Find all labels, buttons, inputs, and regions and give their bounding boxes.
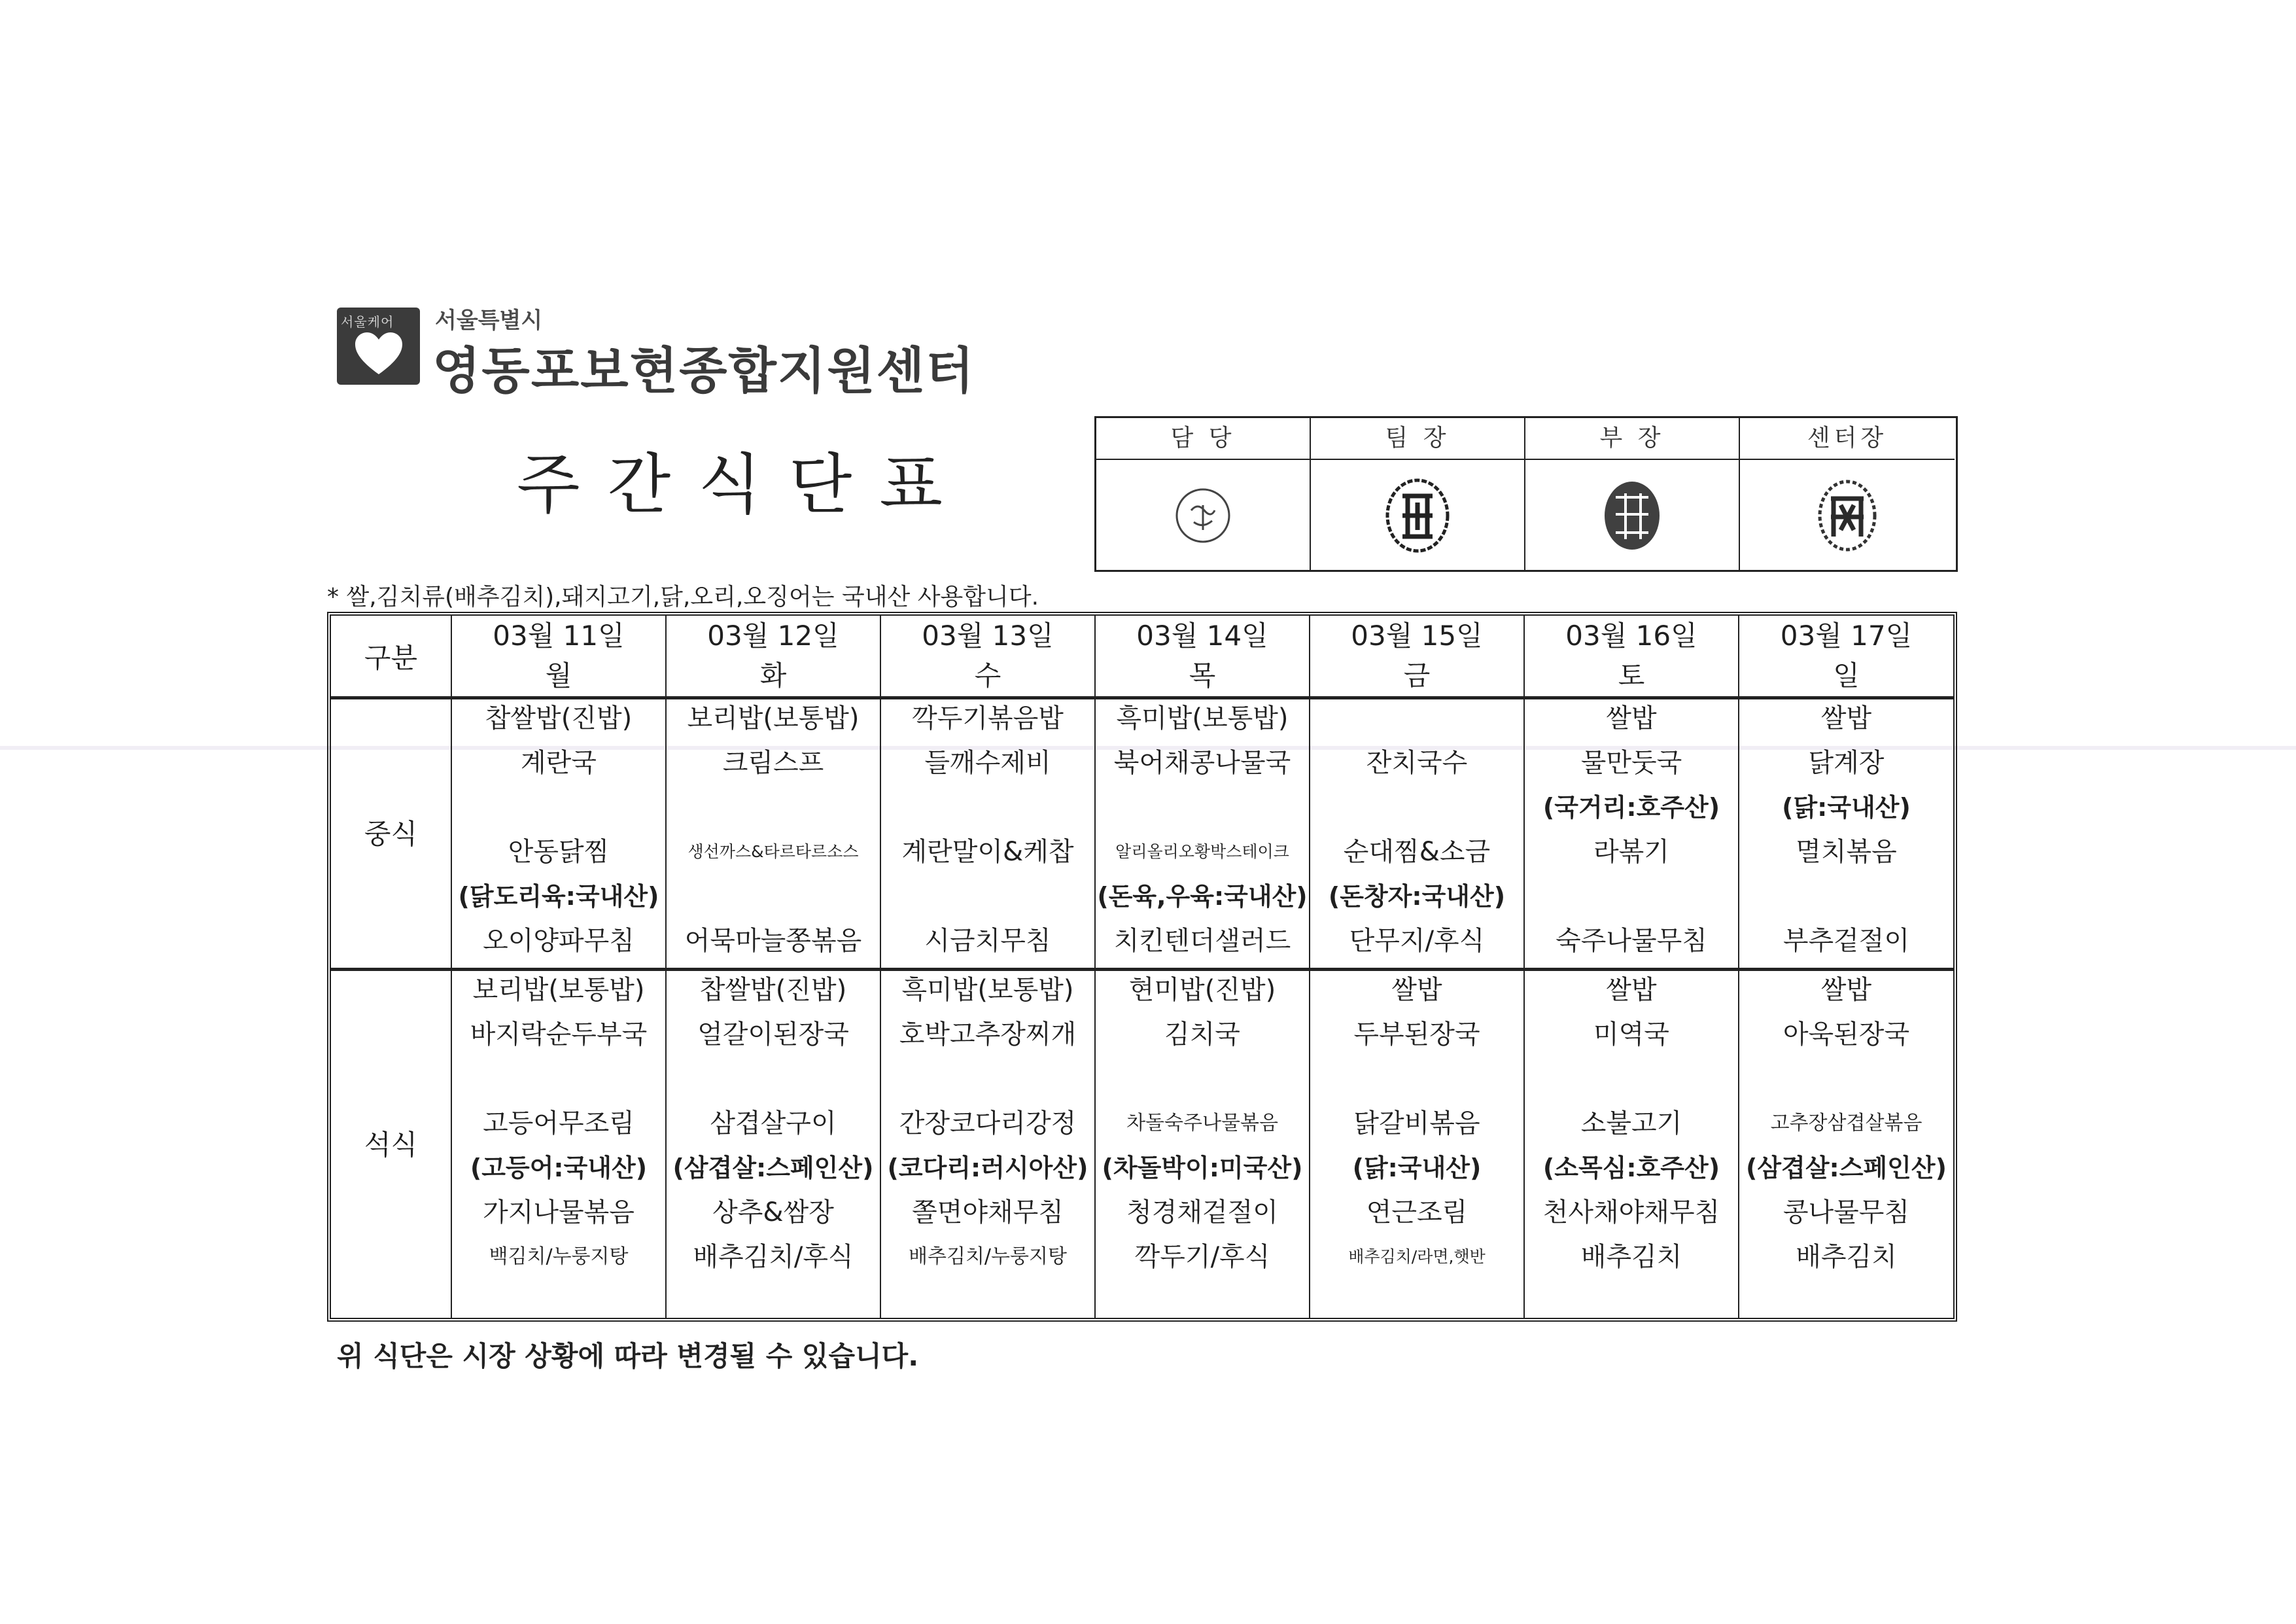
menu-item [452,963,665,968]
day-header [1525,616,1739,696]
menu-item [881,963,1094,968]
menu-cell [1525,968,1739,1318]
day-header [881,616,1096,696]
meal-label-lunch: 중식 [364,817,418,850]
menu-item: 물만둣국 [1580,748,1682,778]
menu-item: 치킨텐더샐러드 [1113,926,1291,956]
header-category-label: 구분 [364,641,418,674]
day-header [1310,616,1525,696]
day-date: 03월 12일 [707,620,839,652]
menu-item [667,1057,880,1101]
page-title: 주간식단표 [517,446,970,523]
day-date: 03월 14일 [1136,620,1268,652]
menu-item: 계란국 [521,748,597,778]
menu-cell [881,696,1096,968]
menu-item: 계란말이&케찹 [901,837,1074,867]
menu-origin: (닭:국내산) [1782,793,1911,822]
menu-origin: (돈창자:국내산) [1328,882,1506,911]
day-date: 03월 15일 [1351,620,1483,652]
menu-item: 부추겉절이 [1783,926,1910,956]
menu-item: 깍두기볶음밥 [912,703,1064,733]
menu-origin: (닭도리육:국내산) [458,882,659,911]
menu-item: 쌀밥 [1391,975,1442,1005]
menu-item: 백김치/누룽지탕 [489,1245,629,1268]
dinner-row [331,968,1953,1318]
menu-item [1310,696,1523,741]
menu-cell [452,696,667,968]
menu-item: 알리올리오황박스테이크 [1115,842,1289,861]
menu-item [1310,1057,1523,1101]
day-date: 03월 16일 [1565,620,1697,652]
menu-item: 멸치볶음 [1796,837,1897,867]
menu-item: 찹쌀밥(진밥) [485,703,633,733]
approval-label: 담 당 [1096,418,1310,460]
menu-item: 차돌숙주나물볶음 [1126,1112,1278,1135]
day-of-week: 토 [1618,660,1645,692]
menu-origin: (소목심:호주산) [1542,1154,1720,1182]
menu-origin: (닭:국내산) [1352,1154,1482,1182]
approval-col-staff [1096,418,1311,570]
menu-item: 오이양파무침 [483,926,635,956]
menu-item: 숙주나물무침 [1556,926,1707,956]
menu-cell [1739,696,1953,968]
menu-cell [881,968,1096,1318]
lunch-row [331,696,1953,971]
menu-item: 간장코다리강정 [899,1108,1077,1139]
menu-origin: (차돌박이:미국산) [1102,1154,1303,1182]
menu-item [1739,874,1953,919]
menu-origin: (국거리:호주산) [1542,793,1720,822]
day-header [667,616,881,696]
approval-label: 센터장 [1740,418,1955,460]
logo-mark [337,308,420,385]
day-of-week: 목 [1189,660,1216,692]
center-logo [337,302,975,400]
menu-item: 얼갈이된장국 [697,1019,849,1050]
menu-item [1525,1057,1738,1101]
ingredient-origin-note: * 쌀,김치류(배추김치),돼지고기,닭,오리,오징어는 국내산 사용합니다. [327,584,1039,610]
menu-item [881,785,1094,830]
menu-item: 흑미밥(보통밥) [901,975,1074,1005]
seal-icon [1172,484,1234,547]
menu-item: 청경채겉절이 [1126,1197,1278,1227]
menu-item [452,1057,665,1101]
seal-icon [1811,476,1883,555]
menu-item [881,1057,1094,1101]
approval-box [1094,416,1958,572]
header-category-cell [331,616,452,696]
day-of-week: 일 [1833,660,1860,692]
menu-item: 쌀밥 [1820,975,1872,1005]
approval-col-center-head [1740,418,1955,570]
menu-item: 쌀밥 [1820,703,1872,733]
menu-item [1310,963,1523,968]
menu-item: 배추김치 [1796,1242,1897,1272]
table-header-row [331,616,1953,699]
menu-item: 들깨수제비 [924,748,1051,778]
menu-item: 배추김치/후식 [693,1242,854,1272]
menu-item [452,785,665,830]
menu-origin: (돈육,우육:국내산) [1097,882,1308,911]
menu-item: 순대찜&소금 [1343,837,1491,867]
menu-change-notice: 위 식단은 시장 상황에 따라 변경될 수 있습니다. [337,1340,919,1372]
day-header [452,616,667,696]
seal-icon [1596,476,1668,555]
approval-label: 부 장 [1525,418,1739,460]
menu-item: 소불고기 [1580,1108,1682,1139]
menu-cell [667,968,881,1318]
seal-icon [1382,476,1453,555]
menu-item: 시금치무침 [924,926,1051,956]
menu-cell [1096,968,1310,1318]
menu-item [1739,963,1953,968]
menu-item: 가지나물볶음 [483,1197,635,1227]
menu-item [667,874,880,919]
menu-cell [1739,968,1953,1318]
approval-col-director [1525,418,1740,570]
menu-item: 천사채야채무침 [1542,1197,1720,1227]
menu-origin: (삼겹살:스페인산) [1746,1154,1947,1182]
menu-item: 찹쌀밥(진밥) [699,975,847,1005]
menu-item: 호박고추장찌개 [899,1019,1077,1050]
day-header [1739,616,1953,696]
menu-item: 쫄면야채무침 [912,1197,1064,1227]
menu-cell [1096,696,1310,968]
menu-item [1525,963,1738,968]
approval-label: 팀 장 [1311,418,1524,460]
logo-city-text: 서울특별시 [435,308,543,334]
menu-origin: (코다리:러시아산) [887,1154,1088,1182]
menu-item: 보리밥(보통밥) [472,975,645,1005]
menu-item [667,785,880,830]
menu-item: 닭계장 [1808,748,1885,778]
menu-item: 깍두기/후식 [1134,1242,1270,1272]
menu-cell [1310,696,1525,968]
day-of-week: 월 [545,660,572,692]
menu-item: 보리밥(보통밥) [687,703,860,733]
menu-item [1525,874,1738,919]
day-of-week: 금 [1403,660,1431,692]
menu-origin: (삼겹살:스페인산) [672,1154,874,1182]
menu-item: 북어채콩나물국 [1113,748,1291,778]
menu-item: 단무지/후식 [1349,926,1485,956]
menu-item: 현미밥(진밥) [1128,975,1276,1005]
meal-label-cell [331,696,452,968]
menu-item [1096,785,1309,830]
menu-cell [667,696,881,968]
menu-item: 라볶기 [1593,837,1669,867]
meal-label-cell [331,968,452,1318]
menu-cell [452,968,667,1318]
menu-item: 배추김치/라면,햇반 [1348,1247,1486,1266]
menu-item: 쌀밥 [1606,703,1657,733]
menu-cell [1525,696,1739,968]
menu-item: 고추장삼겹살볶음 [1770,1112,1922,1135]
menu-item [881,874,1094,919]
menu-item: 콩나물무침 [1783,1197,1910,1227]
day-of-week: 화 [759,660,787,692]
approval-col-team-leader [1311,418,1525,570]
day-date: 03월 11일 [493,620,625,652]
menu-item: 배추김치/누룽지탕 [909,1245,1067,1268]
menu-item: 아욱된장국 [1783,1019,1910,1050]
weekly-menu-table [327,612,1957,1322]
menu-item: 상추&쌈장 [712,1197,834,1227]
menu-item [1096,1057,1309,1101]
day-date: 03월 13일 [922,620,1054,652]
day-date: 03월 17일 [1780,620,1913,652]
menu-item: 생선까스&타르타르소스 [687,842,859,861]
logo-badge-text: 서울케어 [341,314,394,330]
menu-item: 연근조림 [1366,1197,1468,1227]
menu-item: 김치국 [1164,1019,1240,1050]
menu-item [1310,785,1523,830]
menu-item: 고등어무조림 [483,1108,635,1139]
day-of-week: 수 [974,660,1001,692]
menu-item: 흑미밥(보통밥) [1116,703,1289,733]
menu-item [1096,963,1309,968]
meal-label-dinner: 석식 [364,1128,418,1161]
menu-item [1739,1057,1953,1101]
menu-item: 삼겹살구이 [710,1108,837,1139]
menu-item: 배추김치 [1580,1242,1682,1272]
menu-item: 바지락순두부국 [470,1019,648,1050]
menu-cell [1310,968,1525,1318]
menu-item: 닭갈비볶음 [1353,1108,1480,1139]
logo-center-name: 영동포보현종합지원센터 [432,342,975,400]
menu-item: 잔치국수 [1366,748,1468,778]
heart-icon [354,331,404,377]
day-header [1096,616,1310,696]
menu-item: 두부된장국 [1353,1019,1480,1050]
menu-item: 크림스프 [722,748,824,778]
menu-item: 쌀밥 [1606,975,1657,1005]
menu-item: 어묵마늘쫑볶음 [684,926,862,956]
menu-item: 미역국 [1593,1019,1669,1050]
menu-item [667,963,880,968]
menu-origin: (고등어:국내산) [470,1154,648,1182]
menu-item: 안동닭찜 [508,837,610,867]
